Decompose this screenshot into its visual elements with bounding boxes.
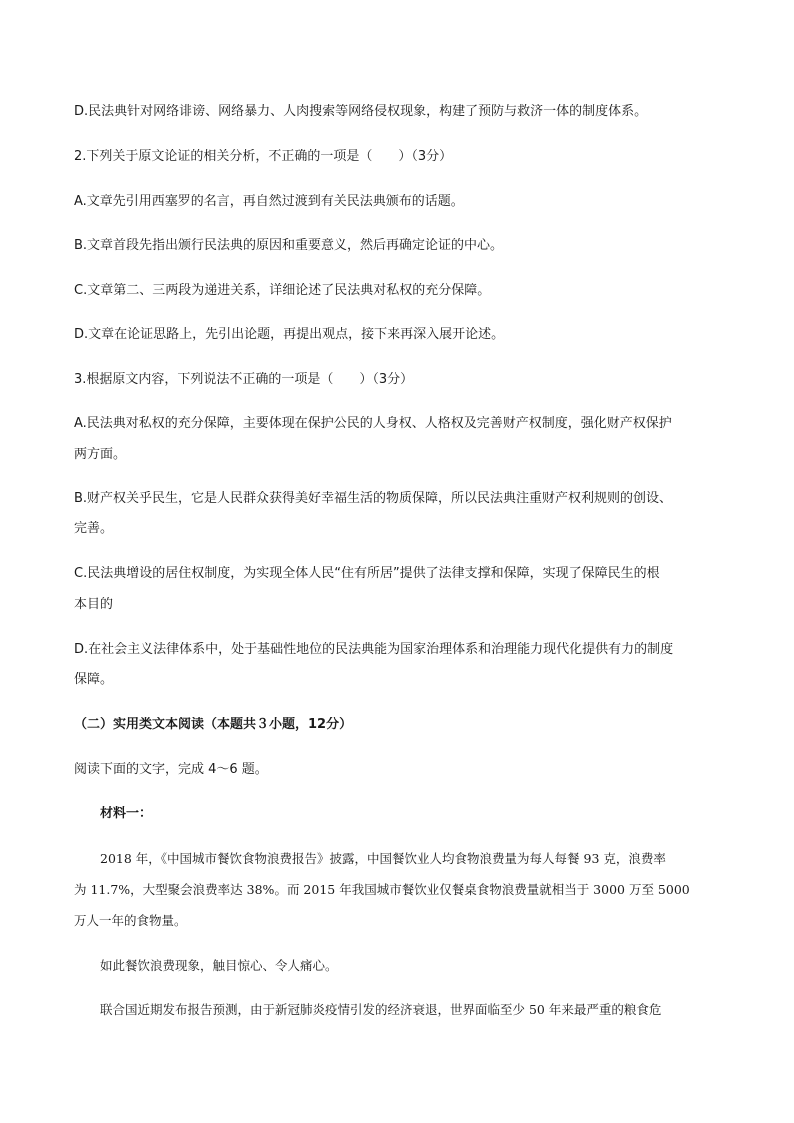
q2-option-d: D.文章在论证思路上，先引出论题，再提出观点，接下来再深入展开论述。 bbox=[74, 327, 505, 342]
q3-option-a-line2: 两方面。 bbox=[74, 447, 127, 462]
q1-option-d: D.民法典针对网络诽谤、网络暴力、人肉搜索等网络侵权现象，构建了预防与救济一体的制度体系。 bbox=[74, 104, 648, 119]
para1-line3: 万人一年的食物量。 bbox=[74, 913, 187, 928]
q2-option-a: A.文章先引用西塞罗的名言，再自然过渡到有关民法典颁布的话题。 bbox=[74, 194, 464, 209]
para1-line1: 2018 年，《中国城市餐饮食物浪费报告》披露，中国餐饮业人均食物浪费量为每人每餐 93 克，浪费率 bbox=[100, 851, 666, 866]
para3-line1: 联合国近期发布报告预测，由于新冠肺炎疫情引发的经济衰退，世界面临至少 50 年来最严重的粮食危 bbox=[100, 1002, 662, 1017]
q3-option-c-line1: C.民法典增设的居住权制度，为实现全体人民“住有所居”提供了法律支撑和保障，实现了保障民生的根 bbox=[74, 566, 660, 581]
q2-option-c: C.文章第二、三两段为递进关系，详细论述了民法典对私权的充分保障。 bbox=[74, 283, 491, 298]
q3-option-d-line2: 保障。 bbox=[74, 672, 114, 687]
q3-option-c-line2: 本目的 bbox=[74, 597, 114, 612]
para1-line2: 为 11.7%，大型聚会浪费率达 38%。而 2015 年我国城市餐饮业仅餐桌食物浪费量就相当于 3000 万至 5000 bbox=[74, 882, 690, 897]
para2: 如此餐饮浪费现象，触目惊心、令人痛心。 bbox=[100, 958, 338, 973]
q3-option-a-line1: A.民法典对私权的充分保障，主要体现在保护公民的人身权、人格权及完善财产权制度，强化财产权保护 bbox=[74, 416, 672, 431]
q3-option-b-line1: B.财产权关乎民生，它是人民群众获得美好幸福生活的物质保障，所以民法典注重财产权利规则的创设、 bbox=[74, 491, 673, 506]
q2-option-b: B.文章首段先指出颁行民法典的原因和重要意义，然后再确定论证的中心。 bbox=[74, 238, 504, 253]
section-heading: （二）实用类文本阅读（本题共３小题，12分） bbox=[74, 717, 353, 732]
material-title: 材料一： bbox=[100, 806, 153, 821]
q2-stem: 2.下列关于原文论证的相关分析，不正确的一项是（ ）（3分） bbox=[74, 149, 453, 164]
reading-instruction: 阅读下面的文字，完成 4～6 题。 bbox=[74, 762, 268, 777]
q3-stem: 3.根据原文内容，下列说法不正确的一项是（ ）（3分） bbox=[74, 372, 414, 387]
q3-option-b-line2: 完善。 bbox=[74, 521, 114, 536]
q3-option-d-line1: D.在社会主义法律体系中，处于基础性地位的民法典能为国家治理体系和治理能力现代化提供有力的制度 bbox=[74, 642, 674, 657]
